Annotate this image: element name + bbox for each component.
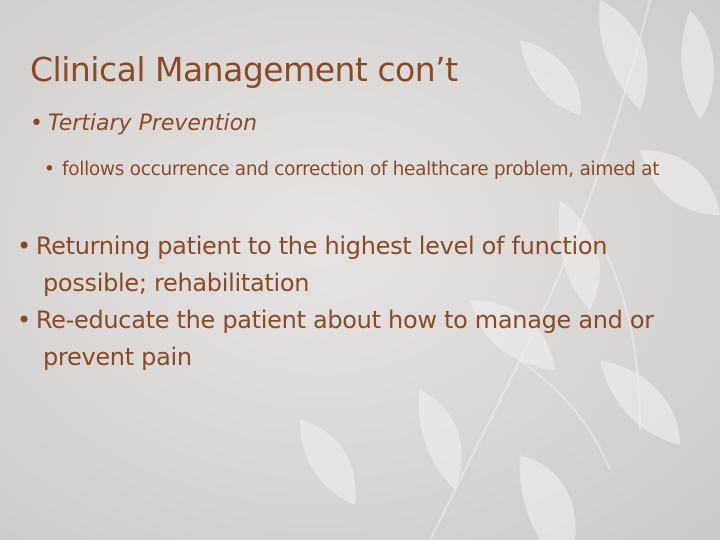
bullet-tertiary-prevention xyxy=(30,111,257,136)
bullet-icon: • xyxy=(17,232,31,260)
subbullet-follows-occurrence: • follows occurrence and correction of healthcare problem, aimed at xyxy=(44,159,660,180)
bullet-re-educate xyxy=(17,302,710,376)
slide-title: Clinical Management con’t xyxy=(30,50,458,89)
bullet-text: Re-educate the patient about how to manage and or prevent pain xyxy=(35,306,654,371)
bullet-icon: • xyxy=(17,306,31,334)
bullet-text: follows occurrence and correction of healthcare problem, aimed at xyxy=(62,159,660,180)
bullet-icon: • xyxy=(30,111,43,136)
bullet-text: Returning patient to the highest level of function possible; rehabilitation xyxy=(35,232,608,297)
bullet-returning-patient xyxy=(17,228,710,302)
bullet-list-main xyxy=(17,228,710,376)
bullet-text: Tertiary Prevention xyxy=(47,111,258,136)
